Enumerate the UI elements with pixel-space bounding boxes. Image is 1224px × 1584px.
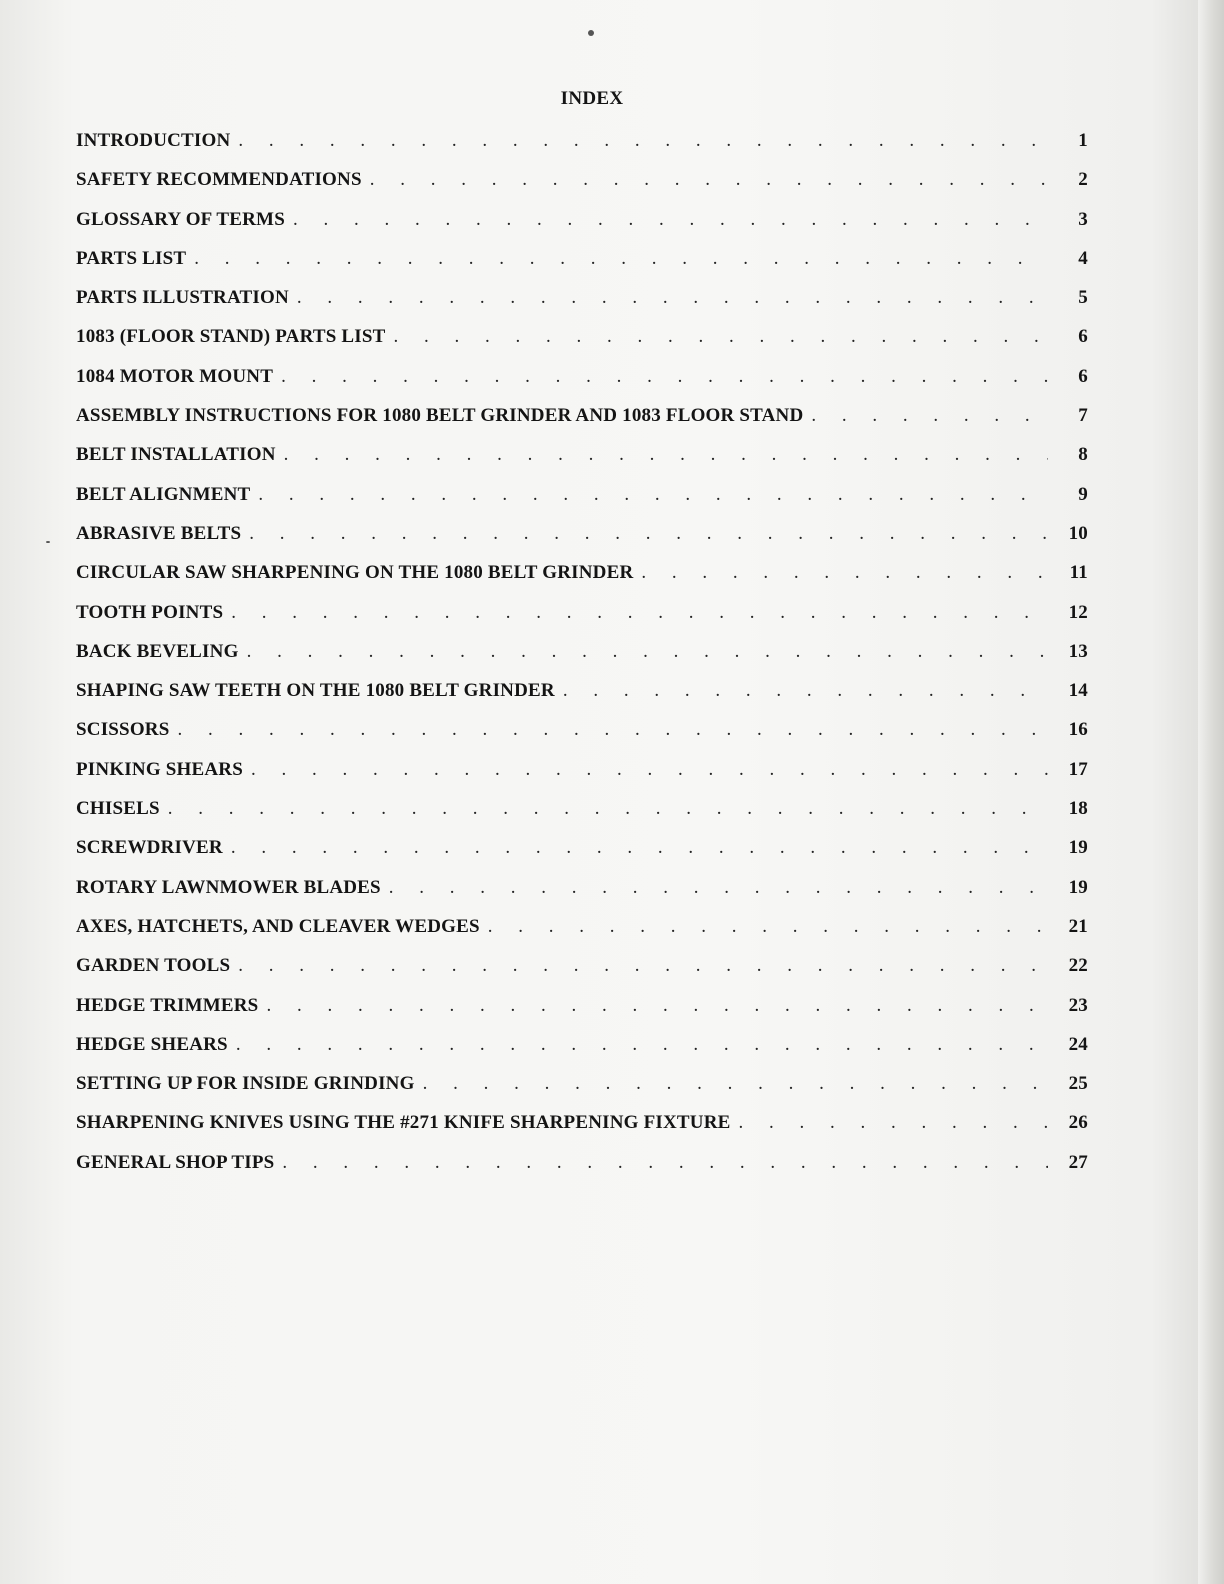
dot-leader <box>177 719 1048 741</box>
dot-leader <box>168 798 1048 820</box>
entry-title: INTRODUCTION <box>76 130 231 151</box>
entry-page-number: 11 <box>1069 562 1088 584</box>
entry-title: HEDGE SHEARS <box>76 1033 228 1055</box>
index-entry <box>76 641 1088 680</box>
entry-title: ROTARY LAWNMOWER BLADES <box>76 876 381 898</box>
dot-leader <box>238 130 1048 152</box>
dot-leader <box>284 444 1048 466</box>
entry-page-number: 22 <box>1068 955 1088 977</box>
dot-leader <box>194 248 1048 270</box>
entry-page-number: 18 <box>1068 798 1088 820</box>
dot-leader <box>370 169 1048 191</box>
entry-title: PARTS LIST <box>76 247 187 269</box>
entry-page-number: 8 <box>1078 444 1088 466</box>
entry-title: BELT INSTALLATION <box>76 444 276 466</box>
entry-title: ABRASIVE BELTS <box>76 522 242 544</box>
dot-leader <box>394 326 1048 348</box>
index-entry <box>76 916 1088 955</box>
dot-leader <box>297 287 1048 309</box>
entry-page-number: 19 <box>1068 837 1088 859</box>
entry-page-number: 6 <box>1078 326 1088 348</box>
index-list <box>76 130 1088 1191</box>
entry-page-number: 16 <box>1068 719 1088 741</box>
entry-page-number: 26 <box>1068 1112 1088 1134</box>
entry-page-number: 25 <box>1068 1073 1088 1095</box>
dot-leader <box>281 366 1048 388</box>
index-entry <box>76 955 1088 994</box>
index-entry <box>76 366 1088 405</box>
dot-leader <box>641 562 1048 584</box>
entry-page-number: 19 <box>1068 876 1088 898</box>
entry-title: HEDGE TRIMMERS <box>76 994 259 1016</box>
entry-title: CIRCULAR SAW SHARPENING ON THE 1080 BELT GRINDER <box>76 562 634 584</box>
entry-title: SETTING UP FOR INSIDE GRINDING <box>76 1073 415 1095</box>
entry-page-number: 14 <box>1068 680 1088 702</box>
entry-title: SCISSORS <box>76 719 170 741</box>
entry-title: GARDEN TOOLS <box>76 955 231 977</box>
index-entry <box>76 995 1088 1034</box>
entry-page-number: 10 <box>1068 522 1088 544</box>
index-entry <box>76 602 1088 641</box>
index-entry <box>76 326 1088 365</box>
entry-page-number: 3 <box>1078 208 1088 230</box>
dot-leader <box>258 484 1048 506</box>
entry-page-number: 9 <box>1078 483 1088 505</box>
dot-leader <box>488 916 1048 938</box>
index-entry <box>76 209 1088 248</box>
dot-leader <box>249 523 1048 545</box>
dot-leader <box>231 837 1048 859</box>
entry-page-number: 6 <box>1078 365 1088 387</box>
entry-page-number: 24 <box>1068 1033 1088 1055</box>
entry-page-number: 4 <box>1078 247 1088 269</box>
index-entry <box>76 287 1088 326</box>
dot-leader <box>251 759 1048 781</box>
index-entry <box>76 719 1088 758</box>
entry-page-number: 27 <box>1068 1151 1088 1173</box>
dot-leader <box>739 1112 1048 1134</box>
entry-page-number: 7 <box>1078 405 1088 427</box>
entry-title: CHISELS <box>76 798 160 820</box>
index-entry <box>76 444 1088 483</box>
entry-title: 1083 (FLOOR STAND) PARTS LIST <box>76 326 386 348</box>
dot-leader <box>423 1073 1048 1095</box>
index-entry <box>76 562 1088 601</box>
entry-page-number: 21 <box>1068 915 1088 937</box>
index-entry <box>76 1034 1088 1073</box>
entry-title: BELT ALIGNMENT <box>76 483 251 505</box>
dot-leader <box>238 955 1048 977</box>
entry-title: GLOSSARY OF TERMS <box>76 208 285 230</box>
entry-title: GENERAL SHOP TIPS <box>76 1151 275 1173</box>
entry-title: 1084 MOTOR MOUNT <box>76 365 274 387</box>
entry-title: SHAPING SAW TEETH ON THE 1080 BELT GRINDER <box>76 680 555 702</box>
entry-title: SHARPENING KNIVES USING THE #271 KNIFE SHARPENING FIXTURE <box>76 1112 731 1134</box>
entry-page-number: 12 <box>1068 601 1088 623</box>
entry-page-number: 2 <box>1078 169 1088 191</box>
dot-leader <box>811 405 1048 427</box>
index-entry <box>76 680 1088 719</box>
entry-title: TOOTH POINTS <box>76 601 224 623</box>
dot-leader <box>236 1034 1048 1056</box>
entry-page-number: 13 <box>1068 640 1088 662</box>
dot-leader <box>231 602 1048 624</box>
dot-leader <box>293 209 1048 231</box>
page-edge-shadow <box>1198 0 1224 1584</box>
dot-leader <box>266 995 1048 1017</box>
dot-leader <box>389 877 1048 899</box>
dot-leader <box>247 641 1048 663</box>
index-entry <box>76 1073 1088 1112</box>
entry-title: SCREWDRIVER <box>76 837 223 859</box>
index-entry <box>76 130 1088 169</box>
paper-speck <box>46 541 50 543</box>
entry-title: SAFETY RECOMMENDATIONS <box>76 169 362 191</box>
index-entry <box>76 405 1088 444</box>
dot-leader <box>282 1152 1048 1174</box>
entry-page-number: 1 <box>1078 130 1088 151</box>
index-title: INDEX <box>560 88 624 109</box>
index-entry <box>76 1152 1088 1191</box>
entry-title: ASSEMBLY INSTRUCTIONS FOR 1080 BELT GRINDER AND 1083 FLOOR STAND <box>76 405 804 427</box>
dot-leader <box>563 680 1048 702</box>
index-entry <box>76 484 1088 523</box>
index-entry <box>76 837 1088 876</box>
entry-page-number: 23 <box>1068 994 1088 1016</box>
entry-page-number: 5 <box>1078 287 1088 309</box>
entry-page-number: 17 <box>1068 758 1088 780</box>
index-entry <box>76 523 1088 562</box>
entry-title: PINKING SHEARS <box>76 758 243 780</box>
index-entry <box>76 248 1088 287</box>
index-entry <box>76 1112 1088 1151</box>
entry-title: PARTS ILLUSTRATION <box>76 287 289 309</box>
entry-title: AXES, HATCHETS, AND CLEAVER WEDGES <box>76 915 480 937</box>
index-entry <box>76 169 1088 208</box>
index-entry <box>76 798 1088 837</box>
index-entry <box>76 759 1088 798</box>
entry-title: BACK BEVELING <box>76 640 239 662</box>
paper-speck <box>588 30 594 36</box>
index-entry <box>76 877 1088 916</box>
